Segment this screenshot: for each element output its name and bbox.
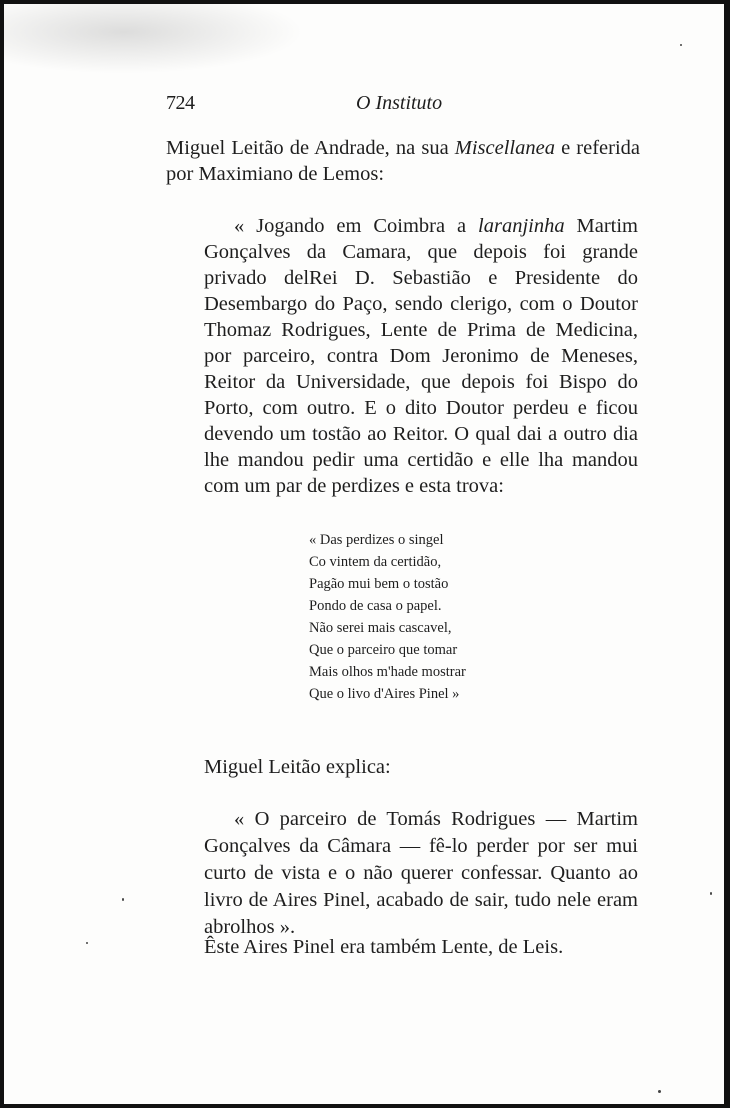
intro-text-start: Miguel Leitão de Andrade, na sua <box>166 137 455 159</box>
intro-text-end: e referida por Maximiano de Lemos: <box>166 137 640 185</box>
scan-speck <box>122 898 124 901</box>
poem-line: Que o parceiro que tomar <box>309 642 458 658</box>
book-title: Miscellanea <box>454 137 555 159</box>
scan-speck <box>86 942 88 944</box>
poem-stanza <box>309 529 529 705</box>
scan-smudge <box>4 4 304 74</box>
poem-line: Pagão mui bem o tostão <box>309 576 449 592</box>
poem-line: Co vintem da certidão, <box>309 554 442 570</box>
quote1-text-end: Martim Gonçalves da Camara, que depois foi grande privado delRei D. Sebastião e Presidente do Desembargo do Paço, sendo clerigo, com o Doutor Thomaz Rodrigues, Lente de Prima de Medicina, por parceiro, contra Dom Jeronimo de Meneses, Reitor da Universidade, que depois foi Bispo do Porto, com outro. E o dito Doutor perdeu e ficou devendo um tostão ao Reitor. O qual dai a outro dia lhe mandou pedir uma certidão e elle lha mandou com um par de perdizes e esta trova: <box>204 215 638 497</box>
page-number: 724 <box>166 92 195 114</box>
scan-speck <box>658 1090 661 1093</box>
intro-paragraph <box>166 135 640 187</box>
scan-speck <box>710 892 712 895</box>
explain-line: Miguel Leitão explica: <box>204 756 391 778</box>
final-line: Êste Aires Pinel era também Lente, de Leis. <box>204 936 564 958</box>
quote-paragraph-1 <box>204 213 638 499</box>
poem-line: Que o livo d'Aires Pinel » <box>309 686 460 702</box>
poem-line: Não serei mais cascavel, <box>309 620 452 636</box>
running-head: O Instituto <box>356 92 443 114</box>
quote-paragraph-2: « O parceiro de Tomás Rodrigues — Martim Gonçalves da Câmara — fê-lo perder por ser mui curto de vista e o não querer confessar. Quanto ao livro de Aires Pinel, acabado de sair, tudo nele eram abrolhos ». <box>204 808 638 938</box>
scan-speck <box>680 44 682 46</box>
poem-line: Pondo de casa o papel. <box>309 598 442 614</box>
poem-line: Mais olhos m'hade mostrar <box>309 664 466 680</box>
quote1-text-start: « Jogando em Coimbra a <box>234 215 479 237</box>
page-header <box>166 92 638 122</box>
poem-line: « Das perdizes o singel <box>309 532 444 548</box>
game-name: laranjinha <box>478 215 565 237</box>
